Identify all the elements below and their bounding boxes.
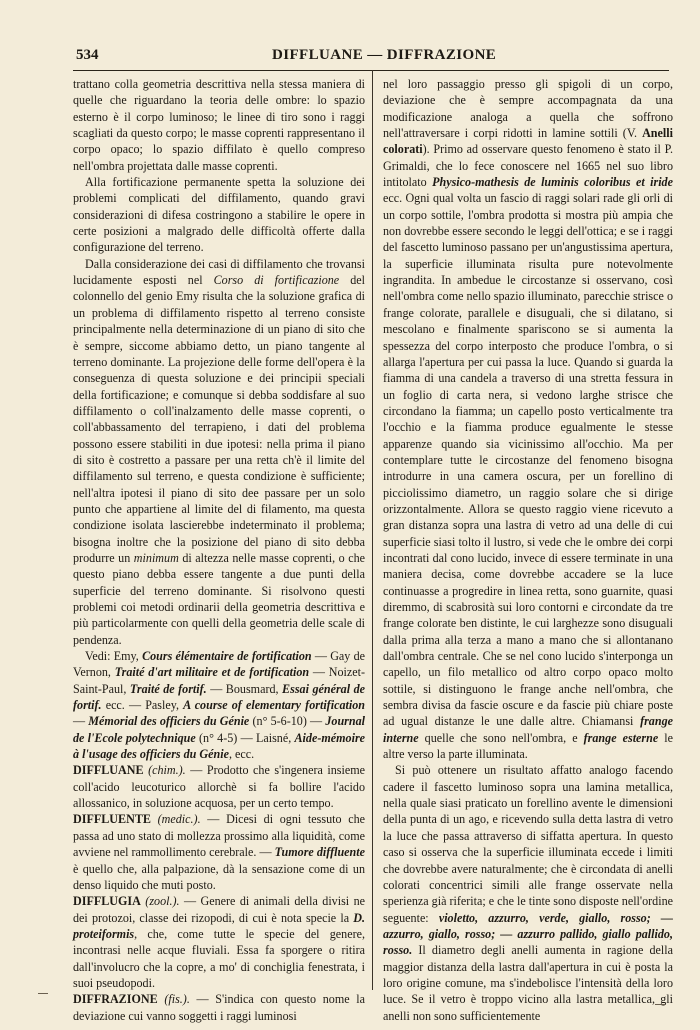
header-rule (73, 70, 669, 71)
page-mark (655, 1004, 665, 1005)
entry-domain: (zool.). (140, 894, 180, 909)
paragraph (73, 174, 365, 256)
text: (n° 4-5) — Laisné, (195, 730, 295, 745)
text: Dalla considerazione dei casi di diffilamento che trovansi lucidamente esposti nel (73, 256, 365, 288)
text: — Bousmard, (206, 681, 283, 696)
entry-diffrazione (73, 991, 365, 1024)
entry-domain: (fis.). (157, 992, 190, 1007)
subterm: Tumore diffluente (274, 845, 365, 860)
reference-title: A course of elementary fortification (183, 698, 365, 713)
cross-reference: Anelli colorati (383, 126, 673, 157)
entry-domain: (chim.). (143, 763, 186, 778)
paragraph (73, 256, 365, 648)
paragraph (73, 76, 365, 174)
entry-diffluane (73, 762, 365, 811)
entry-text: — Dicesi di ogni tessuto che passa ad uno stato di mollezza prossimo alla liquidità, come avviene nel rammollimento cerebrale. — (73, 812, 365, 860)
color-sequence: violetto, azzurro, verde, giallo, rosso; — azzurro, giallo, rosso; — azzurro pallido, giallo pallido, rosso. (383, 910, 673, 958)
text: le altre verso la parte illuminata. (383, 730, 674, 762)
text: di altezza nelle masse coprenti, o che questo piano debba essere tangente a due punti della superficie del terreno dominante. Si risolvono questi problemi coi metodi ordinarii della geometria descrittiva e più particolarmente con quelli della geometria delle scale di pendenza. (73, 550, 366, 647)
running-header-title: DIFFLUANE — DIFFRAZIONE (272, 47, 497, 63)
entry-headword: DIFFLUGIA (73, 894, 141, 909)
text: Vedi: Emy, (85, 649, 143, 664)
reference-title: Traité d'art militaire et de fortification (114, 665, 310, 680)
species-name: D. proteiformis (73, 910, 365, 941)
page-mark (38, 993, 48, 994)
entry-text: — Genere di animali della divisi ne dei protozoi, classe dei rizopodi, di cui è nota specie la (73, 894, 365, 925)
reference-title: Mémorial des officiers du Génie (88, 714, 250, 729)
text: ecc. Ogni qual volta un fascio di raggi solari rade gli orli di un corpo sottile, l'ombra prodotta si mostra più ampia che non dovrebbe essere secondo le leggi dell'ottica; e se i raggi del fascetto luminoso passano per un'angustissima apertura, la superficie illuminata risulta pure notevolmente ingrandita. In ambedue le circostanze si osservano, così nell'ombra come nello spazio illuminato, parecchie strisce o frange colorate, parallele e disuguali, che si dilatano, si mescolano e finalmente spariscono se si aumenta la spessezza del corpo interposto che produce l'ombra, o si allarga l'apertura per cui passa la luce. Quando si guarda la fiamma di una candela a traverso di una stretta fessura in un foglio di carta nera, si vedono larghe strisce che circondano la fiamma; un capello posto verticalmente tra l'occhio e la fiamma produce egualmente le stesse apparenze quando sia vicinissimo all'occhio. Ma per contemplare tutte le circostanze del fenomeno bisogna introdurre in una camera oscura, per un forellino di picciolissimo diametro, un raggio solare che si dirige orizzontalmente. Allora se questo raggio viene ricevuto a gran distanza sopra una lastra di vetro ad una delle di cui superficie siasi tolto il lustro, si vede che le ombre dei corpi incontrati dal cono lucido, invece di essere terminate in una maniera decisa, come dovrebbe accadere se la luce continuasse a progredire in linea retta, sono guarnite, quasi diremmo, di scabrosità sui loro contorni e circondate da tre frange colorate ben distinte, le cui larghezze sono disuguali dalla prima alla terza a mano a mano che si allontanano dall'ombra centrale. Che se nel cono lucido s'interponga un capello, un filo metallico od altro corpo opaco molto sottile, si distinguono le frange anche nell'ombra, che sembra divisa da fascie oscure e da fascie più chiare poste ad ugual distanze le une dalle altre. Chiamansi (383, 191, 673, 729)
reference-title: Traité de fortif. (129, 681, 207, 696)
entry-text: — Prodotto che s'ingenera insieme coll'acido leucoturico allorchè si fa bollire l'acido allossanico, in soluzione acquosa, per un certo tempo. (73, 763, 365, 811)
entry-headword: DIFFLUENTE (73, 812, 151, 827)
references-paragraph (73, 648, 365, 762)
text: quelle che sono nell'ombra, e (418, 730, 584, 745)
term: frange esterne (583, 730, 659, 745)
entry-diffluente (73, 811, 365, 893)
book-title: Physico-mathesis de luminis coloribus et iride (432, 175, 673, 190)
reference-title: Cours élémentaire de fortification (142, 649, 312, 664)
text: ecc. — Pasley, (101, 698, 184, 713)
page-number: 534 (76, 47, 99, 63)
entry-headword: DIFFRAZIONE (73, 992, 158, 1007)
term: frange interne (383, 714, 673, 745)
text: (n° 5-6-10) — (249, 714, 326, 729)
text: Alla fortificazione permanente spetta la soluzione dei problemi complicati del diffilamento, quando gravi considerazioni di difesa costringono a stabilire le opere in certe posizioni a malgrado delle difficoltà offerte dalla configurazione del terreno. (73, 175, 365, 255)
text: Il diametro degli anelli aumenta in ragione della maggior distanza della lastra dall'apertura in cui è posta la loro origine comune, ma s'indebolisce l'intensità della loro luce. Se il vetro è troppo vicino alla lastra metallica, gli anelli non sono sufficientemente (383, 943, 673, 1023)
right-column (383, 76, 673, 1024)
paragraph (383, 76, 673, 762)
text: ). Primo ad osservare questo fenomeno è stato il P. Grimaldi, che lo fece conoscere nel 1665 nel suo libro intitolato (383, 142, 673, 190)
text: , ecc. (228, 747, 255, 762)
text: trattano colla geometria descrittiva nella stessa maniera di quelle che riguardano la teoria delle ombre: lo spazio esterno è il corpo luminoso; le linee di tiro sono i raggi scagliati da questo corpo; le masse coprenti rappresentano il corpo opaco; lo spazio diffilato è quello compreso nell'ombra projettata dalle masse coprenti. (73, 77, 365, 173)
reference-title: Aide-mémoire à l'usage des officiers du Génie (73, 730, 366, 762)
paragraph (383, 762, 673, 1024)
entry-difflugia (73, 893, 365, 991)
left-column (73, 76, 365, 1024)
entry-text: — S'indica con questo nome la deviazione cui vanno soggetti i raggi luminosi (73, 992, 365, 1023)
text: del colonnello del genio Emy risulta che la soluzione grafica di un problema di diffilamento rispetto al terreno consiste principalmente nella determinazione di un piano di sito che è sempre, siccome abbiamo detto, un piano tangente al terreno dominante. La projezione delle forme dell'opera è la conseguenza di questa soluzione e dei principii speciali della fortificazione; e comunque si debba soddisfare al suo diffilamento o coll'inalzamento delle masse coprenti, o coll'abbassamento del terrapieno, i dati del problema possono essere stabiliti in due ipotesi: nella prima il piano di sito è costretto a passare per una retta ch'è il limite del diffilamento sul terreno, e questa condizione è sufficiente; nell'altra ipotesi il piano di sito dee passare per un solo punto che appartiene al limite del di filamento, ma questa condizione isolata lascierebbe indeterminato il problema; bisogna inoltre che la posizione del piano di sito debba produrre un (73, 273, 365, 565)
text: nel loro passaggio presso gli spigoli di un corpo, deviazione che è sempre accompagnata da una modificazione analoga a quella che soffrono nell'attraversare i corpi ridotti in lamine sottili (V. (383, 77, 673, 141)
text: — Noizet-Saint-Paul, (73, 665, 365, 696)
reference-title: Journal de l'Ecole polytechnique (73, 714, 366, 745)
text: Si può ottenere un risultato affatto analogo facendo cadere il fascetto luminoso sopra una lamina metallica, nella quale siasi praticato un forellino avente le dimensioni della punta di un ago, e ricevendo sulla detta lastra di vetro la luce che passa attraverso di siffatta apertura. In questo caso si osserva che la superficie illuminata eccede i limiti che dovrebbe avere naturalmente; che è circondata di anelli colorati concentrici simili alle frange osservate nella sperienza già riferita; e che le tinte sono disposte nell'ordine seguente: (383, 763, 673, 925)
reference-title: Essai général de fortif. (73, 681, 365, 713)
entry-text: è quello che, alla palpazione, dà la sensazione come di un denso liquido che muti posto. (73, 861, 365, 892)
text: — (73, 714, 89, 729)
entry-domain: (medic.). (150, 812, 201, 827)
latin-term: minimum (133, 550, 179, 565)
column-divider (372, 70, 373, 990)
text: — Gay de Vernon, (73, 649, 365, 680)
entry-text: , che, come tutte le specie del genere, incontrasi nelle acque fluviali. Essa fa sporgere o ritira dall'involucro che la copre, a mo' di conchiglia fenestrata, i suoi pseudopodi. (73, 926, 365, 990)
entry-headword: DIFFLUANE (73, 763, 144, 778)
work-title: Corso di fortificazione (213, 273, 340, 288)
